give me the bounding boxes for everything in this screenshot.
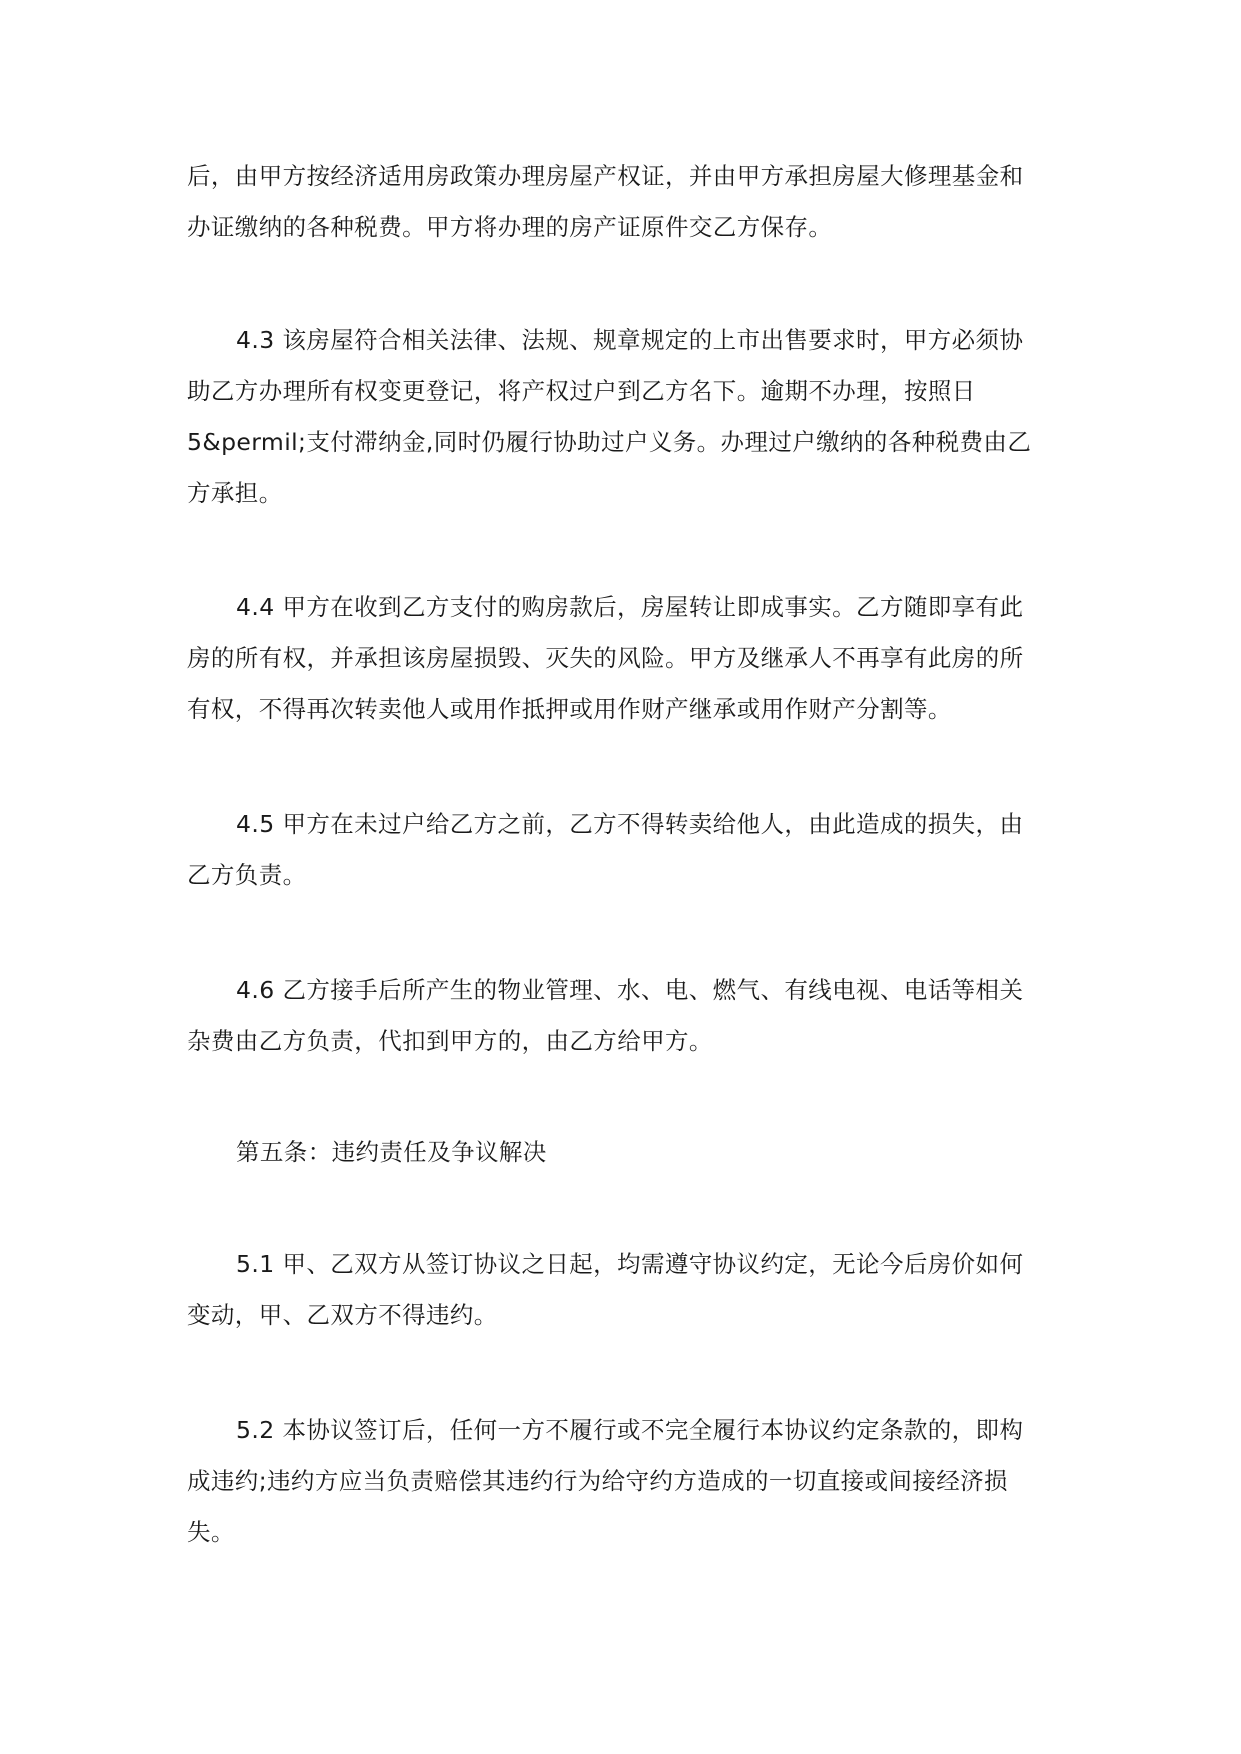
text-line: 4.3 该房屋符合相关法律、法规、规章规定的上市出售要求时，甲方必须协 xyxy=(236,326,1024,354)
text-line: 4.6 乙方接手后所产生的物业管理、水、电、燃气、有线电视、电话等相关 xyxy=(236,976,1024,1004)
paragraph-5-1 xyxy=(187,1239,1057,1341)
text-line: 失。 xyxy=(187,1518,235,1546)
text-line: 4.5 甲方在未过户给乙方之前，乙方不得转卖给他人，由此造成的损失，由 xyxy=(236,810,1024,838)
paragraph-4-5 xyxy=(187,799,1057,901)
paragraph-4-3 xyxy=(187,315,1057,519)
text-line: 5.1 甲、乙双方从签订协议之日起，均需遵守协议约定，无论今后房价如何 xyxy=(236,1250,1024,1278)
text-line: 方承担。 xyxy=(187,479,283,507)
paragraph-4-4 xyxy=(187,582,1057,735)
text-line: 4.4 甲方在收到乙方支付的购房款后，房屋转让即成事实。乙方随即享有此 xyxy=(236,593,1024,621)
paragraph-4-2-continued xyxy=(187,151,1057,253)
text-line: 成违约;违约方应当负责赔偿其违约行为给守约方造成的一切直接或间接经济损 xyxy=(187,1467,1008,1495)
text-line: 后，由甲方按经济适用房政策办理房屋产权证，并由甲方承担房屋大修理基金和 xyxy=(187,162,1024,190)
document-body xyxy=(187,151,1057,1558)
text-line: 乙方负责。 xyxy=(187,861,307,889)
text-line: 助乙方办理所有权变更登记，将产权过户到乙方名下。逾期不办理，按照日 xyxy=(187,377,976,405)
text-line: 变动，甲、乙双方不得违约。 xyxy=(187,1301,498,1329)
text-line: 房的所有权，并承担该房屋损毁、灭失的风险。甲方及继承人不再享有此房的所 xyxy=(187,644,1024,672)
article-5-heading xyxy=(187,1127,1057,1178)
section-heading: 第五条：违约责任及争议解决 xyxy=(236,1138,547,1166)
paragraph-4-6 xyxy=(187,965,1057,1067)
text-line: 5.2 本协议签订后，任何一方不履行或不完全履行本协议约定条款的，即构 xyxy=(236,1416,1024,1444)
text-line: 办证缴纳的各种税费。甲方将办理的房产证原件交乙方保存。 xyxy=(187,213,833,241)
text-line: 有权，不得再次转卖他人或用作抵押或用作财产继承或用作财产分割等。 xyxy=(187,695,952,723)
text-line: 杂费由乙方负责，代扣到甲方的，由乙方给甲方。 xyxy=(187,1027,713,1055)
text-line: 5&permil;支付滞纳金,同时仍履行协助过户义务。办理过户缴纳的各种税费由乙 xyxy=(187,428,1032,456)
paragraph-5-2 xyxy=(187,1405,1057,1558)
